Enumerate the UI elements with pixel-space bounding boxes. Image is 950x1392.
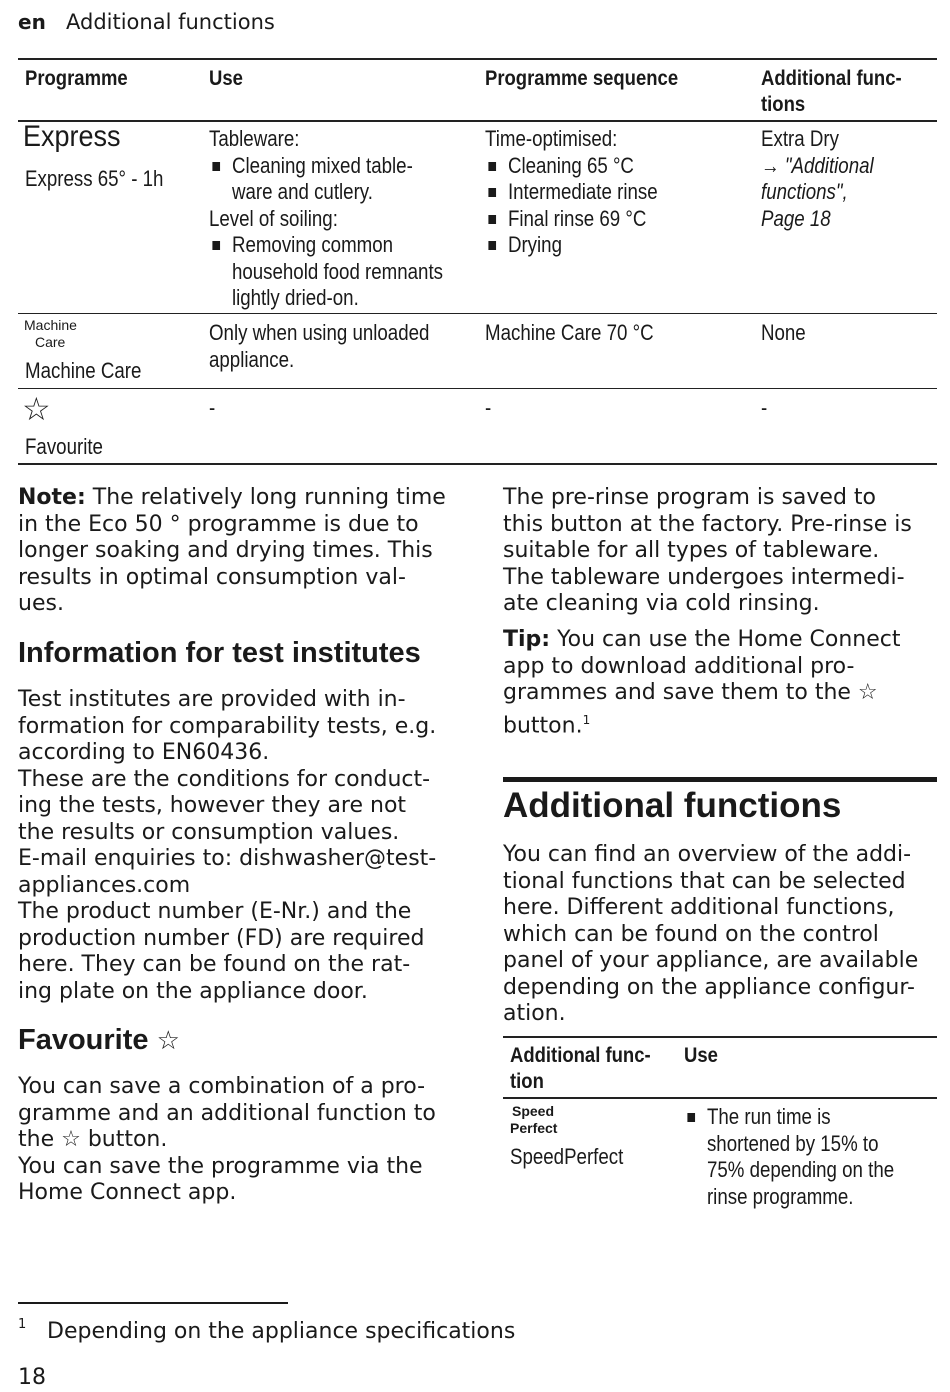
footnote-marker: 1 <box>18 1317 27 1332</box>
col-header-programme: Programme <box>25 67 128 90</box>
note-paragraph: Note: The relatively long running time in the Eco 50 ° programme is due to longer soaking and drying times. This results in optimal consumption val- ues. <box>18 485 446 616</box>
additional-express: Extra Dry → "Additional functions", Page 18 <box>761 126 874 231</box>
favourite-paragraph: You can save a combination of a pro- gramme and an additional function to the ☆ button. You can save the programme via the Home Connect app. <box>18 1074 436 1205</box>
use-speedperfect: The run time is shortened by 15% to 75% depending on the rinse programme. <box>684 1104 894 1210</box>
header-rule <box>18 120 937 122</box>
additional-machine-care: None <box>761 320 806 345</box>
footnote-text: Depending on the appliance specifications <box>47 1319 516 1344</box>
heading-favourite: Favourite ☆ <box>18 1024 180 1056</box>
col-header-use: Use <box>684 1044 718 1067</box>
col-header-use: Use <box>209 67 243 90</box>
machine-care-icon: Machine Care <box>24 317 77 350</box>
heading-test-institutes: Information for test institutes <box>18 637 421 669</box>
tip-paragraph: Tip: You can use the Home Connect app to download additional pro- grammes and save them to the ☆ button.$^1$ <box>503 627 901 738</box>
additional-favourite: - <box>761 395 768 420</box>
speedperfect-icon: Speed Perfect <box>510 1103 558 1136</box>
function-name-speedperfect: SpeedPerfect <box>510 1144 624 1169</box>
row-rule <box>18 388 937 389</box>
heading-additional-functions: Additional functions <box>503 786 842 825</box>
programme-name-express: Express <box>23 120 121 153</box>
row-rule <box>18 313 937 314</box>
additional-functions-paragraph: You can find an overview of the addi- tional functions that can be selected here. Different additional functions, which can be found on the control panel of your appliance, are available depending on the appliance configur- ation. <box>503 842 919 1026</box>
star-icon: ☆ <box>156 1026 180 1056</box>
use-favourite: - <box>209 395 216 420</box>
star-icon: ☆ <box>22 390 51 428</box>
col-header-sequence: Programme sequence <box>485 67 679 90</box>
running-header-title: Additional functions <box>66 10 275 34</box>
programme-sub-express: Express 65° - 1h <box>25 166 164 191</box>
email-address[interactable]: E-mail enquiries to: dishwasher@test- <box>18 846 437 871</box>
header-rule <box>503 1097 937 1099</box>
table-top-rule <box>503 1036 937 1038</box>
sequence-machine-care: Machine Care 70 °C <box>485 320 654 345</box>
footnote-rule <box>18 1302 288 1304</box>
col-header-additional-function: Additional func- tion <box>510 1044 651 1093</box>
use-express: Tableware: Cleaning mixed table- ware and cutlery. Level of soiling: Removing common household food remnants lightly dried-on. <box>209 126 444 310</box>
use-machine-care: Only when using unloaded appliance. <box>209 320 430 372</box>
col-header-additional: Additional func- tions <box>761 67 902 116</box>
sequence-favourite: - <box>485 395 492 420</box>
programme-name-machine-care: Machine Care <box>25 358 142 383</box>
prerinse-paragraph: The pre-rinse program is saved to this button at the factory. Pre-rinse is suitable for all types of tableware. The tableware undergoes intermedi- ate cleaning via cold rinsing. <box>503 485 912 616</box>
section-rule <box>503 777 937 782</box>
table-top-rule <box>18 58 937 60</box>
page-number: 18 <box>18 1365 46 1390</box>
footnote-marker: 1 <box>582 712 591 727</box>
test-institutes-paragraph: Test institutes are provided with in- formation for comparability tests, e.g. according to EN60436. These are the conditions for conduct- ing the tests, however they are not the results or consumption values. E-mail enquiries to: dishwasher@test- appliances.com The product number (E-Nr.) and the production number (FD) are required here. They can be found on the rat- ing plate on the appliance door. <box>18 687 468 1005</box>
programme-name-favourite: Favourite <box>25 434 103 459</box>
cross-reference-link[interactable]: → "Additional <box>761 152 874 178</box>
table-bottom-rule <box>18 463 937 465</box>
sequence-express: Time-optimised: Cleaning 65 °C Intermediate rinse Final rinse 69 °C Drying <box>485 126 658 257</box>
language-code: en <box>18 10 46 34</box>
